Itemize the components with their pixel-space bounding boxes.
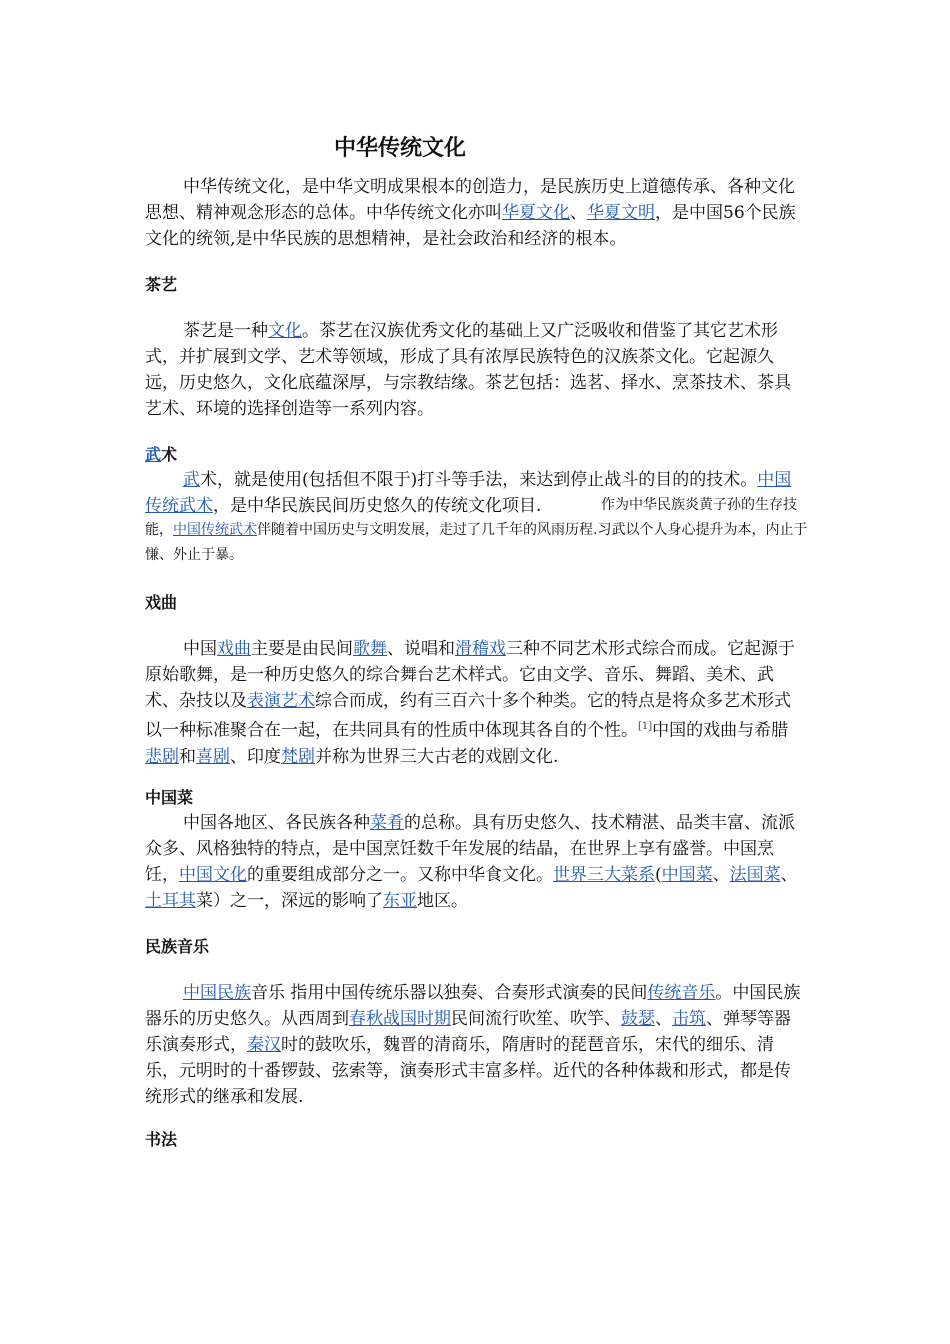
heading-text: 术 bbox=[161, 445, 178, 464]
link-xiqu[interactable]: 戏曲 bbox=[217, 639, 251, 659]
opera-text: 三种不同艺术形式综合而成。它起源于原始歌舞，是一种历史悠久的综合舞台艺术样式。它由文学、音乐、舞蹈、美术、武术、杂技以及 bbox=[145, 639, 795, 711]
tea-text: 茶艺是一种 bbox=[183, 321, 268, 341]
opera-text: 、印度 bbox=[230, 746, 281, 767]
music-text: 。中国民族器乐的历史悠久。从西周到 bbox=[145, 983, 801, 1029]
link-sanskrit-drama[interactable]: 梵剧 bbox=[281, 746, 315, 767]
opera-text: 和 bbox=[179, 746, 196, 767]
link-world-three-cuisines[interactable]: 世界三大菜系 bbox=[553, 865, 655, 885]
intro-text: 、 bbox=[570, 203, 587, 223]
link-guse[interactable]: 鼓瑟 bbox=[621, 1009, 655, 1029]
link-chinese-national[interactable]: 中国民族 bbox=[183, 983, 251, 1003]
link-french-cuisine[interactable]: 法国菜 bbox=[729, 865, 781, 885]
opera-text: 、说唱和 bbox=[387, 639, 455, 659]
link-huajixi[interactable]: 滑稽戏 bbox=[455, 639, 506, 659]
heading-chinese-cuisine: 中国菜 bbox=[145, 788, 194, 807]
page-title: 中华传统文化 bbox=[333, 136, 466, 161]
music-text: 时的鼓吹乐，魏晋的清商乐，隋唐时的琵琶音乐，宋代的细乐、清乐，元明时的十番锣鼓、弦索等，演奏形式丰富多样。近代的各种体裁和形式，都是传统形式的继承和发展. bbox=[145, 1035, 791, 1107]
link-performing-arts[interactable]: 表演艺术 bbox=[247, 691, 315, 711]
wushu-text: ，是中华民族民间历史悠久的传统文化项目. bbox=[213, 496, 542, 516]
opera-text: 中国 bbox=[183, 639, 217, 659]
intro-text: 中华传统文化，是中华文明成果根本的创造力，是民族历史上道德传承、各种文化思想、精神观念形态的总体。中华传统文化亦叫 bbox=[145, 177, 795, 223]
cuisine-text: 、 bbox=[712, 865, 730, 885]
opera-text: 并称为世界三大古老的戏剧文化. bbox=[315, 746, 559, 767]
cuisine-text: ( bbox=[655, 865, 662, 885]
tea-text: 。茶艺在汉族优秀文化的基础上又广泛吸收和借鉴了其它艺术形式，并扩展到文学、艺术等领域，形成了具有浓厚民族特色的汉族茶文化。它起源久远，历史悠久，文化底蕴深厚，与宗教结缘。茶艺包括：选茗、择水、烹茶技术、茶具艺术、环境的选择创造等一系列内容。 bbox=[145, 321, 791, 419]
link-east-asia[interactable]: 东亚 bbox=[383, 891, 417, 911]
link-jizhu[interactable]: 击筑 bbox=[672, 1009, 706, 1029]
link-wu[interactable]: 武 bbox=[183, 470, 200, 490]
link-turkish[interactable]: 土耳其 bbox=[145, 891, 196, 911]
link-chinese-cuisine[interactable]: 中国菜 bbox=[661, 865, 713, 885]
link-gewu[interactable]: 歌舞 bbox=[353, 639, 387, 659]
link-qin-han[interactable]: 秦汉 bbox=[247, 1035, 281, 1055]
opera-paragraph bbox=[145, 636, 805, 770]
cuisine-text: 菜）之一，深远的影响了 bbox=[196, 891, 383, 911]
wushu-text: 术，就是使用(包括但不限于)打斗等手法，来达到停止战斗的目的的技术。 bbox=[200, 470, 758, 490]
link-huaxia-culture[interactable]: 华夏文化 bbox=[502, 203, 570, 223]
footnote-ref[interactable]: [1] bbox=[638, 721, 653, 732]
cuisine-text: 地区。 bbox=[417, 891, 468, 911]
opera-text: 综合而成，约有三百六十多个种类。它的特点是将众多艺术形式以一种标准聚合在一起，在共同具有的性质中体现其各自的个性。 bbox=[145, 691, 791, 741]
link-spring-autumn-warring-states[interactable]: 春秋战国时期 bbox=[349, 1009, 451, 1029]
tea-paragraph bbox=[145, 318, 805, 422]
music-text: 、弹琴等器乐演奏形式， bbox=[145, 1009, 791, 1055]
music-text: 、 bbox=[655, 1009, 672, 1029]
heading-folk-music: 民族音乐 bbox=[145, 937, 210, 956]
link-traditional-music[interactable]: 传统音乐 bbox=[647, 983, 716, 1003]
opera-text: 主要是由民间 bbox=[251, 639, 353, 659]
link-chinese-traditional-martial-arts[interactable]: 中国传统武术 bbox=[145, 470, 792, 516]
intro-paragraph bbox=[145, 174, 805, 252]
link-huaxia-civilization[interactable]: 华夏文明 bbox=[587, 203, 655, 223]
cuisine-text: 的总称。具有历史悠久、技术精湛、品类丰富、流派众多、风格独特的特点，是中国烹饪数千年发展的结晶，在世界上享有盛誉。中国烹饪， bbox=[145, 813, 795, 885]
heading-martial-arts bbox=[145, 443, 177, 467]
link-dishes[interactable]: 菜肴 bbox=[370, 813, 404, 833]
cuisine-text: 中国各地区、各民族各种 bbox=[183, 813, 370, 833]
intro-text: ，是中国56个民族文化的统领,是中华民族的思想精神，是社会政治和经济的根本。 bbox=[145, 203, 796, 249]
music-text: 民间流行吹笙、吹竽、 bbox=[451, 1009, 621, 1029]
link-culture[interactable]: 文化 bbox=[268, 321, 302, 341]
heading-tea-art: 茶艺 bbox=[145, 275, 178, 294]
link-tragedy[interactable]: 悲剧 bbox=[145, 746, 179, 767]
wushu-text: 伴随着中国历史与文明发展，走过了几千年的风雨历程.习武以个人身心提升为本，内止于慊、外止于暴。 bbox=[145, 522, 808, 563]
link-wu-heading[interactable]: 武 bbox=[145, 445, 162, 464]
link-comedy[interactable]: 喜剧 bbox=[196, 746, 230, 767]
music-paragraph bbox=[145, 980, 805, 1110]
martial-arts-continuation bbox=[145, 493, 813, 568]
opera-text: 中国的戏曲与希腊 bbox=[652, 720, 789, 741]
cuisine-text: 的重要组成部分之一。又称中华食文化。 bbox=[247, 865, 553, 885]
music-text: 音乐 指用中国传统乐器以独奏、合奏形式演奏的民间 bbox=[251, 983, 648, 1003]
link-chinese-culture[interactable]: 中国文化 bbox=[179, 865, 247, 885]
heading-calligraphy: 书法 bbox=[145, 1130, 178, 1149]
cuisine-paragraph bbox=[145, 810, 805, 914]
heading-opera: 戏曲 bbox=[145, 593, 178, 612]
cuisine-text: 、 bbox=[780, 865, 798, 885]
wushu-text: 作为中华民族炎黄子孙的生存技能， bbox=[145, 497, 797, 538]
link-chinese-traditional-martial-arts-2[interactable]: 中国传统武术 bbox=[173, 522, 257, 538]
